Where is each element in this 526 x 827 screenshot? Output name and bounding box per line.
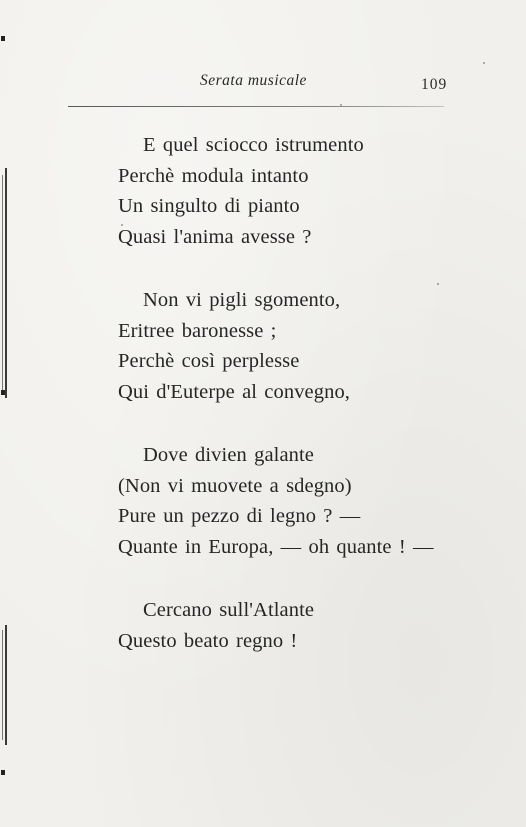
binding-mark [1, 36, 5, 41]
verse-line: E quel sciocco istrumento [143, 134, 364, 156]
verse-line: Quasi l'anima avesse ? [118, 225, 312, 248]
poem-body [0, 130, 526, 689]
verse-line: Un singulto di pianto [118, 195, 300, 217]
verse-line: Non vi pigli sgomento, [143, 289, 341, 311]
verse-line: Eritree baronesse ; [118, 319, 277, 342]
verse-line: (Non vi muovete a sdegno) [118, 474, 352, 497]
verse-line: Pure un pezzo di legno ? — [118, 505, 361, 527]
verse-line: Perchè così perplesse [118, 350, 300, 372]
header-rule [68, 106, 444, 107]
verse-line: Questo beato regno ! [118, 629, 298, 652]
stanza-4 [0, 595, 526, 656]
verse-line: Dove divien galante [143, 444, 314, 466]
verse-line: Cercano sull'Atlante [143, 599, 315, 621]
paper-speck [121, 224, 123, 226]
binding-mark [1, 770, 5, 775]
verse-line: Perchè modula intanto [118, 164, 309, 187]
verse-line: Quante in Europa, — oh quante ! — [118, 535, 434, 558]
verse-line: Qui d'Euterpe al convegno, [118, 380, 351, 403]
stanza-3 [0, 440, 526, 562]
running-title: Serata musicale [200, 72, 307, 89]
paper-speck [483, 62, 485, 64]
paper-speck [340, 104, 342, 106]
paper-speck [437, 283, 439, 285]
page-number: 109 [421, 76, 448, 93]
stanza-1 [0, 130, 526, 252]
stanza-2 [0, 285, 526, 407]
